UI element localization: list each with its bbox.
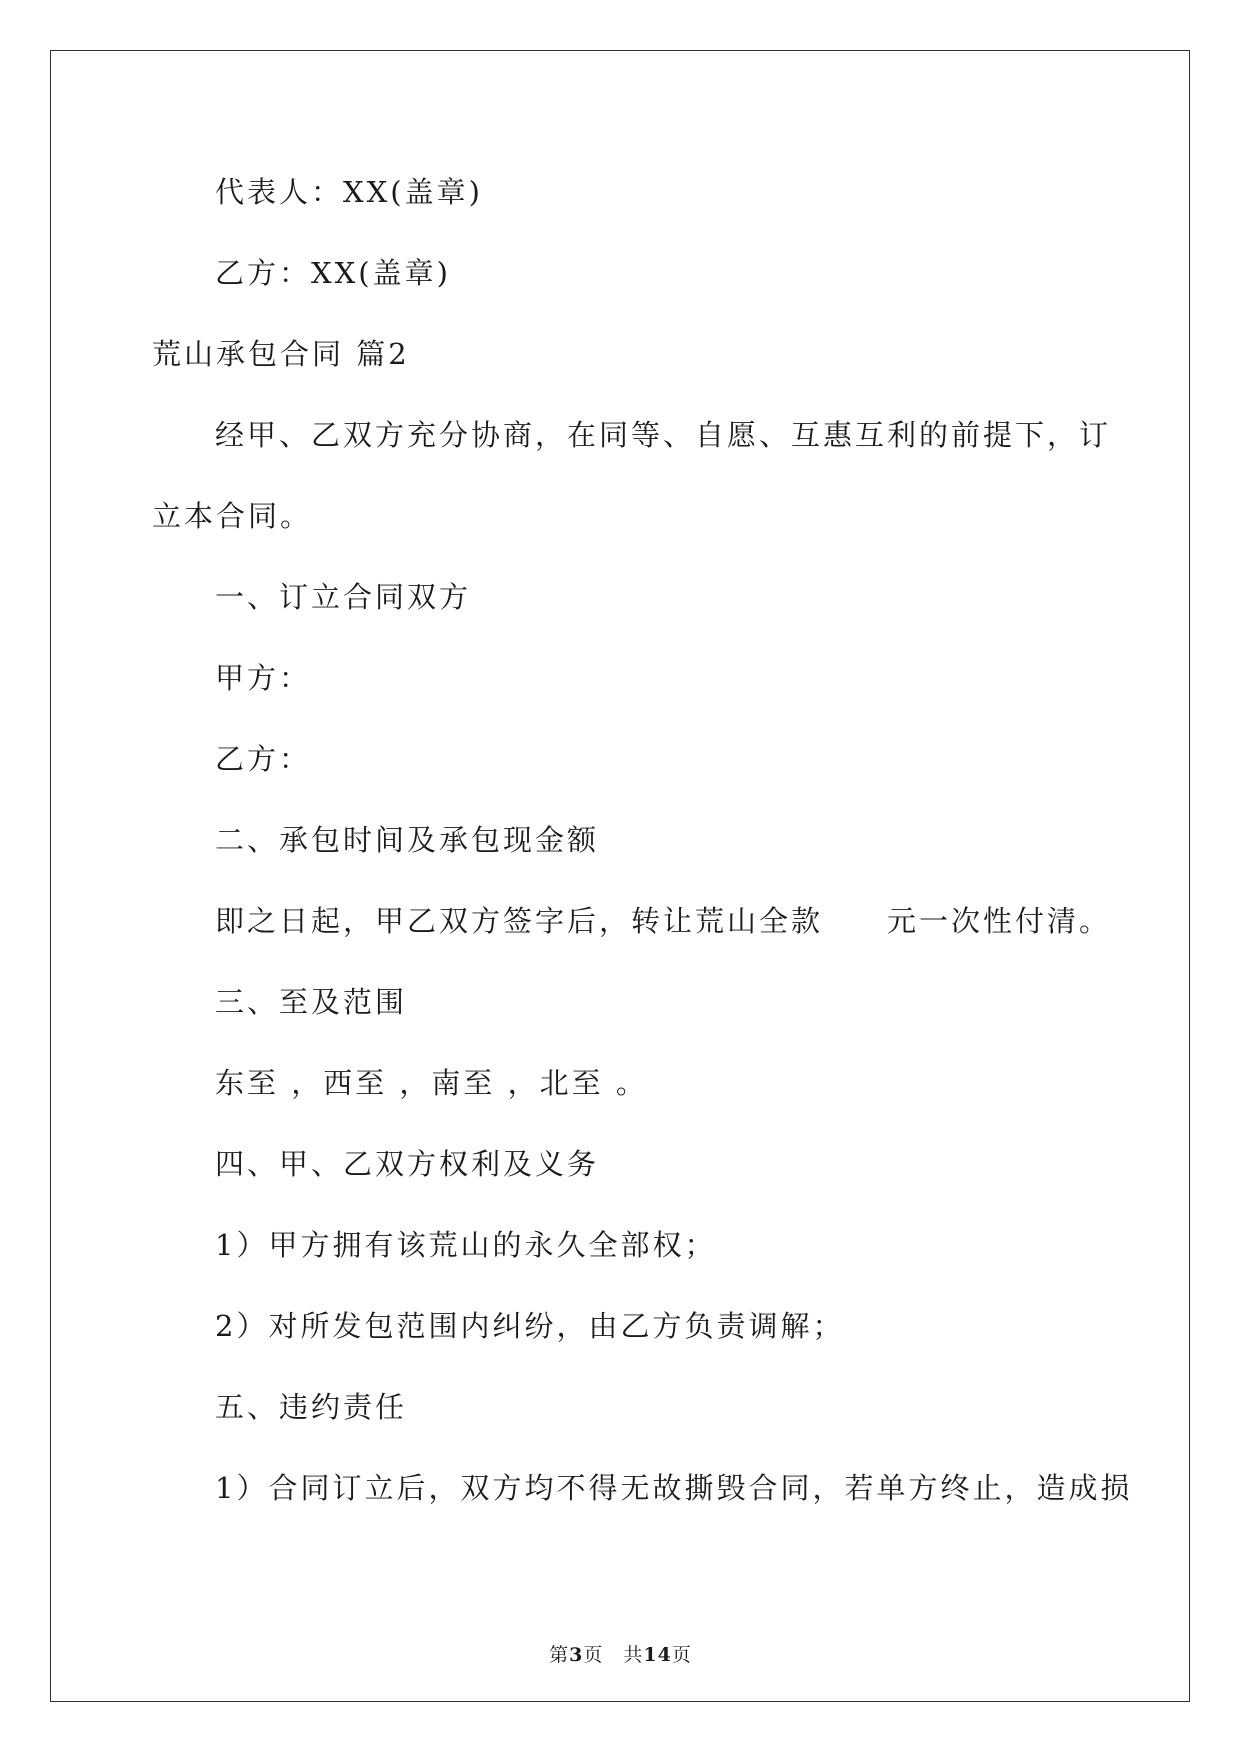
list-item: 1）合同订立后，双方均不得无故撕毁合同，若单方终止，造成损 [215, 1471, 1133, 1505]
paragraph-line: 经甲、乙双方充分协商，在同等、自愿、互惠互利的前提下，订 [215, 418, 1112, 452]
paragraph-line: 即之日起，甲乙双方签字后，转让荒山全款 元一次性付清。 [215, 904, 1112, 938]
representative-line: 代表人：XX(盖章) [215, 175, 483, 209]
page-mid: 页 共 [583, 1644, 644, 1666]
clause-heading: 四、甲、乙双方权利及义务 [215, 1147, 600, 1181]
list-item: 2）对所发包范围内纠纷，由乙方负责调解； [215, 1309, 845, 1343]
paragraph-line: 立本合同。 [152, 499, 313, 533]
page-suffix: 页 [671, 1644, 692, 1666]
page-total: 14 [643, 1644, 672, 1666]
clause-heading: 三、至及范围 [215, 985, 408, 1019]
page-prefix: 第 [549, 1644, 570, 1666]
clause-heading: 二、承包时间及承包现金额 [215, 823, 600, 857]
clause-heading: 一、订立合同双方 [215, 580, 472, 614]
party-b-seal-line: 乙方：XX(盖章) [215, 256, 451, 290]
boundary-line: 东至 ，西至 ，南至 ，北至 。 [215, 1066, 648, 1100]
section-title: 荒山承包合同 篇2 [152, 337, 410, 371]
page-border [50, 50, 1190, 1702]
clause-heading: 五、违约责任 [215, 1390, 408, 1424]
party-a-line: 甲方： [215, 661, 312, 695]
page-number [0, 1640, 1241, 1667]
list-item: 1）甲方拥有该荒山的永久全部权； [215, 1228, 717, 1262]
party-b-line: 乙方： [215, 742, 312, 776]
page-current: 3 [569, 1644, 584, 1666]
